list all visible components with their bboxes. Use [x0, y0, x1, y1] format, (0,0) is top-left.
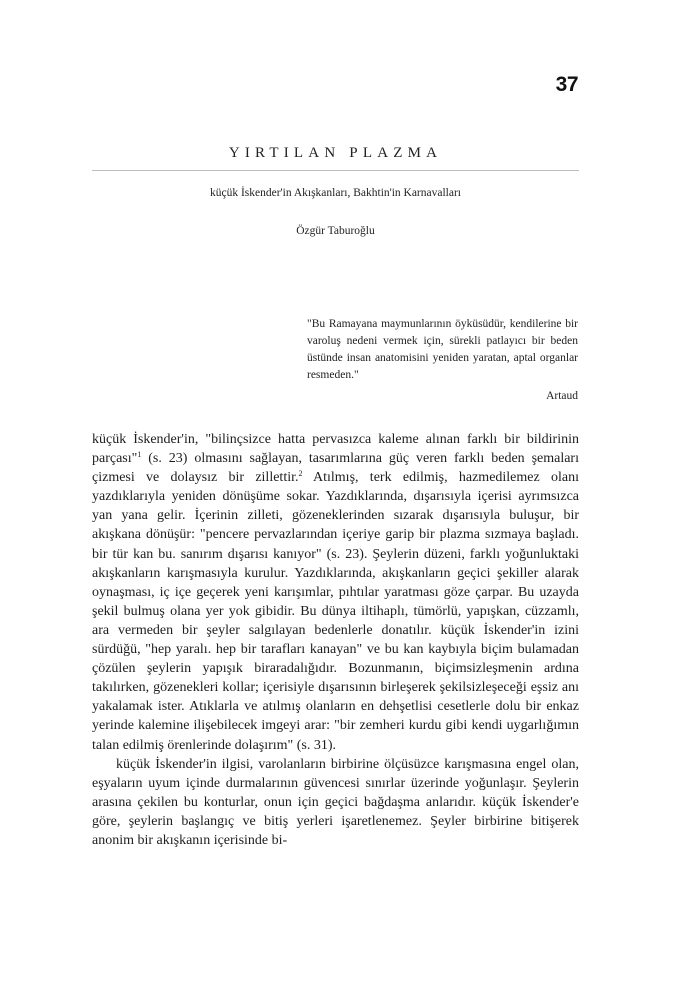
paragraph-1-part-1: küçük İskender'in, "bilinçsizce hatta pervasızca kaleme alınan farklı bir bildirinin parçası" [92, 432, 579, 467]
epigraph-quote: "Bu Ramayana maymunlarının öyküsüdür, kendilerine bir varoluş nedeni vermek için, sürekli patlayıcı bir beden üstünde insan anatomisini yeniden yaratan, aptal organlar resmeden." [307, 318, 578, 381]
article-subtitle: küçük İskender'in Akışkanları, Bakhtin'in Karnavalları [209, 187, 461, 199]
footnote-ref-1[interactable]: 1 [137, 450, 142, 460]
paragraph-1 [92, 430, 579, 755]
epigraph-attribution: Artaud [546, 390, 578, 402]
paragraph-2: küçük İskender'in ilgisi, varolanların birbirine ölçüsüzce karışmasına engel olan, eşyaların uyum içinde durmalarının güvencesi sınırlar üzerinde yoğunlaşır. Şeylerin arasına çekilen bu konturlar, onun için geçici bağdaşma anlarıdır. küçük İskender'e göre, şeylerin başlangıç ve bitiş yerleri işaretlenemez. Şeyler birbirine bitişerek anonim bir akışkanın içerisinde bi- [92, 756, 579, 848]
paragraph-1-part-3: Atılmış, terk edilmiş, hazmedilemez olanı yazdıklarıyla yeniden dönüşüme sokar. Yazdıklarında, dışarısıyla içerisi ayrımsızca yan yana gelir. İçerinin zilleti, gözeneklerinden sızarak dışarısıyla buluşur, bir akışkana dönüşür: "pencere pervazlarından içeriye garip bir plazma sızmaya başladı. bir tür kan bu. sanırım dışarısı kanıyor" (s. 23). Şeylerin düzeni, farklı yoğunluktaki akışkanların karışmasıyla kurulur. Yazdıklarında, akışkanların geçici şekiller alarak oynaşması, iç içe geçerek yeni karışımlar, pıhtılar yaratması göze çarpar. Bu uzayda şekil bulmuş olana yer yok gibidir. Bu dünya iltihaplı, tümörlü, yapışkan, cüzzamlı, ara vermeden bir şeyler salgılayan bedenlerle donatılır. küçük İskender'in izini sürdüğü, "hep yaralı. hep bir tarafları kanayan" ve bu kan kaybıyla biçim bulamadan çözülen şeylerin yapışık biraradalığıdır. Bozunmanın, biçimsizleşmenin ardına takılırken, gözenekleri kollar; içerisiyle dışarısının birleşerek şekilsizleşeceği eşsiz anı yakalamak ister. Atıklarla ve atılmış olanların en dehşetlisi cesetlerle dolu bir enkaz yerinde kalemine ilişebilecek imgeyi arar: "bir zemheri kurdu gibi kendi uygarlığımın talan edilmiş örenlerinde dolaşırım" (s. 31). [92, 470, 579, 753]
page-number: 37 [555, 73, 578, 96]
author-name: Özgür Taburoğlu [296, 225, 375, 237]
body-text [92, 430, 579, 850]
article-title: YIRTILAN PLAZMA [228, 145, 443, 161]
title-divider [92, 170, 579, 171]
footnote-ref-2[interactable]: 2 [298, 469, 303, 479]
paragraph-1-part-2: (s. 23) olmasını sağlayan, tasarımlarına güç veren farklı beden şemaları çizmesi ve dolaysız bir zillettir. [92, 451, 579, 486]
